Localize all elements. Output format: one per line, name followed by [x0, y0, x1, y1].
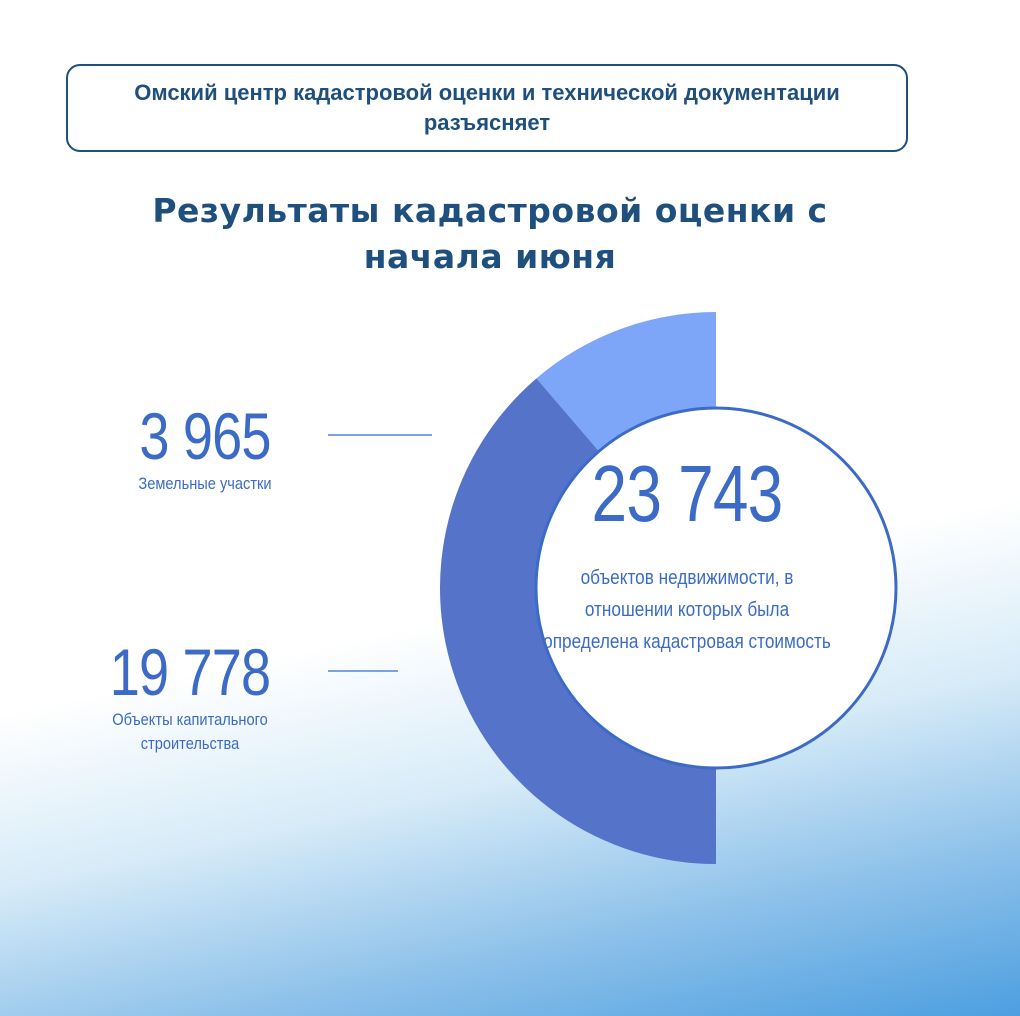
total-value: 23 743 — [591, 449, 783, 538]
chart-title: Результаты кадастровой оценки с начала июня — [152, 191, 828, 276]
stat-land — [60, 400, 350, 496]
stat-construction — [50, 636, 330, 756]
total-description: объектов недвижимости, в отношении которых была определена кадастровая стоимость — [543, 567, 831, 653]
stat-construction-label: Объекты капитального строительства — [112, 710, 268, 753]
stat-land-value: 3 965 — [139, 399, 271, 473]
stat-construction-value: 19 778 — [109, 635, 271, 709]
connector-line-construction — [328, 670, 398, 672]
header-text: Омский центр кадастровой оценки и технической документации разъясняет — [134, 80, 840, 135]
stat-land-label: Земельные участки — [138, 474, 272, 493]
